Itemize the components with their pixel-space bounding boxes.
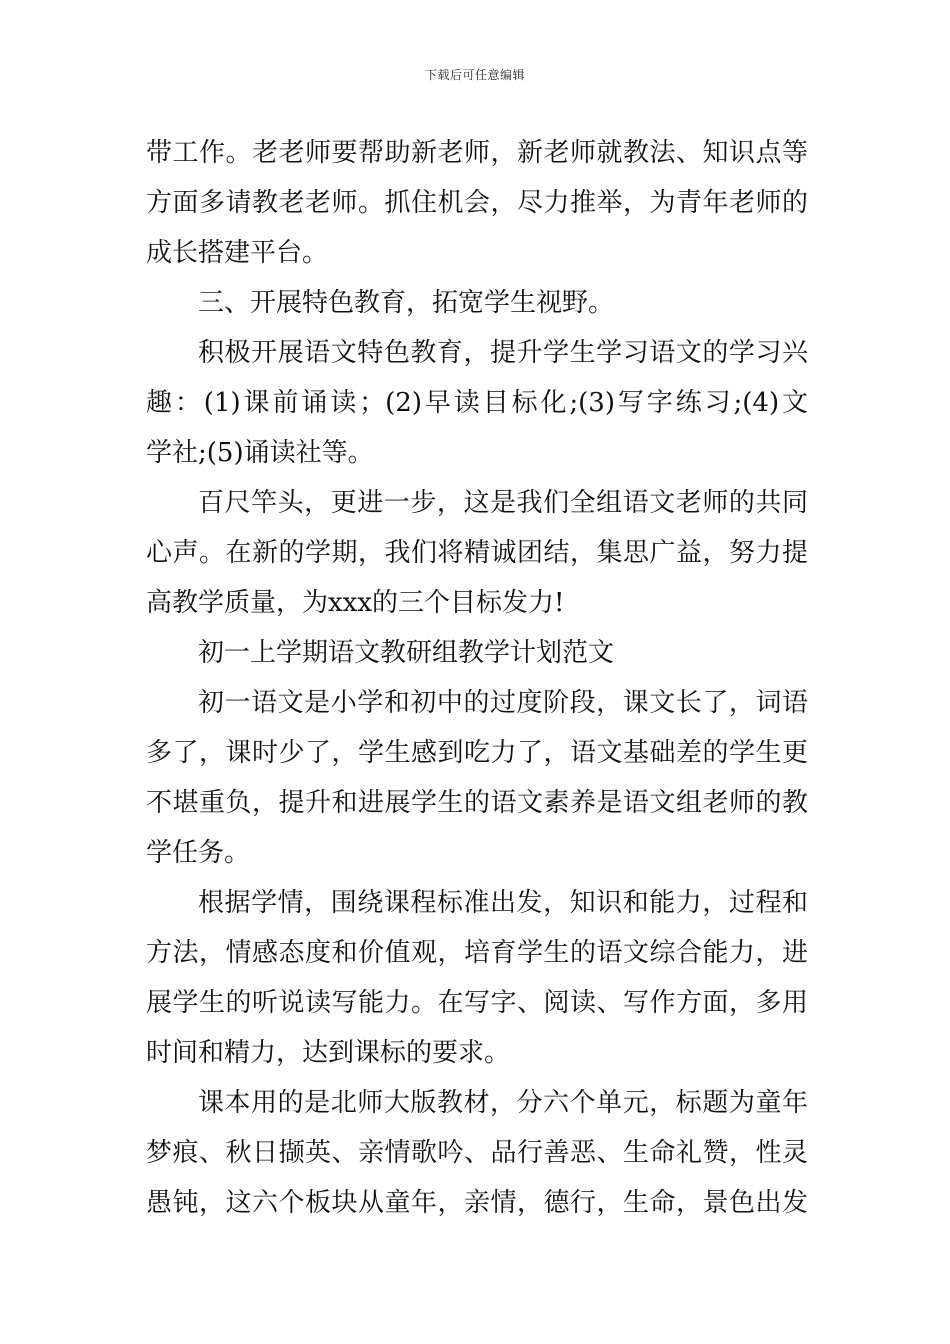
text-line: 心声。在新的学期，我们将精诚团结，集思广益，努力提 xyxy=(146,538,808,568)
text-line: 百尺竿头，更进一步，这是我们全组语文老师的共同 xyxy=(198,488,808,518)
text-line: 积极开展语文特色教育，提升学生学习语文的学习兴 xyxy=(198,338,808,368)
page-header: 下载后可任意编辑 xyxy=(424,68,525,82)
text-line: 方法，情感态度和价值观，培育学生的语文综合能力，进 xyxy=(146,938,808,968)
text-line: 根据学情，围绕课程标准出发，知识和能力，过程和 xyxy=(198,888,808,918)
text-line: 趣：(1)课前诵读；(2)早读目标化;(3)写字练习;(4)文 xyxy=(146,388,808,418)
text-line: 时间和精力，达到课标的要求。 xyxy=(146,1038,511,1068)
text-line: 带工作。老老师要帮助新老师，新老师就教法、知识点等 xyxy=(146,138,808,168)
document-body xyxy=(146,128,808,1228)
text-line: 愚钝，这六个板块从童年，亲情，德行，生命，景色出发 xyxy=(146,1188,808,1218)
document-title: 初一上学期语文教研组教学计划范文 xyxy=(198,638,615,668)
text-line: 梦痕、秋日撷英、亲情歌吟、品行善恶、生命礼赞，性灵 xyxy=(146,1138,808,1168)
text-line: 多了，课时少了，学生感到吃力了，语文基础差的学生更 xyxy=(146,738,808,768)
section-heading: 三、开展特色教育，拓宽学生视野。 xyxy=(198,288,615,318)
text-line: 高教学质量，为xxx的三个目标发力! xyxy=(146,588,565,618)
text-line: 学任务。 xyxy=(146,838,251,868)
text-line: 学社;(5)诵读社等。 xyxy=(146,438,374,468)
text-line: 成长搭建平台。 xyxy=(146,238,329,268)
text-line: 课本用的是北师大版教材，分六个单元，标题为童年 xyxy=(198,1088,808,1118)
text-line: 初一语文是小学和初中的过度阶段，课文长了，词语 xyxy=(198,688,808,718)
text-line: 展学生的听说读写能力。在写字、阅读、写作方面，多用 xyxy=(146,988,808,1018)
text-line: 不堪重负，提升和进展学生的语文素养是语文组老师的教 xyxy=(146,788,808,818)
text-line: 方面多请教老老师。抓住机会，尽力推举，为青年老师的 xyxy=(146,188,808,218)
